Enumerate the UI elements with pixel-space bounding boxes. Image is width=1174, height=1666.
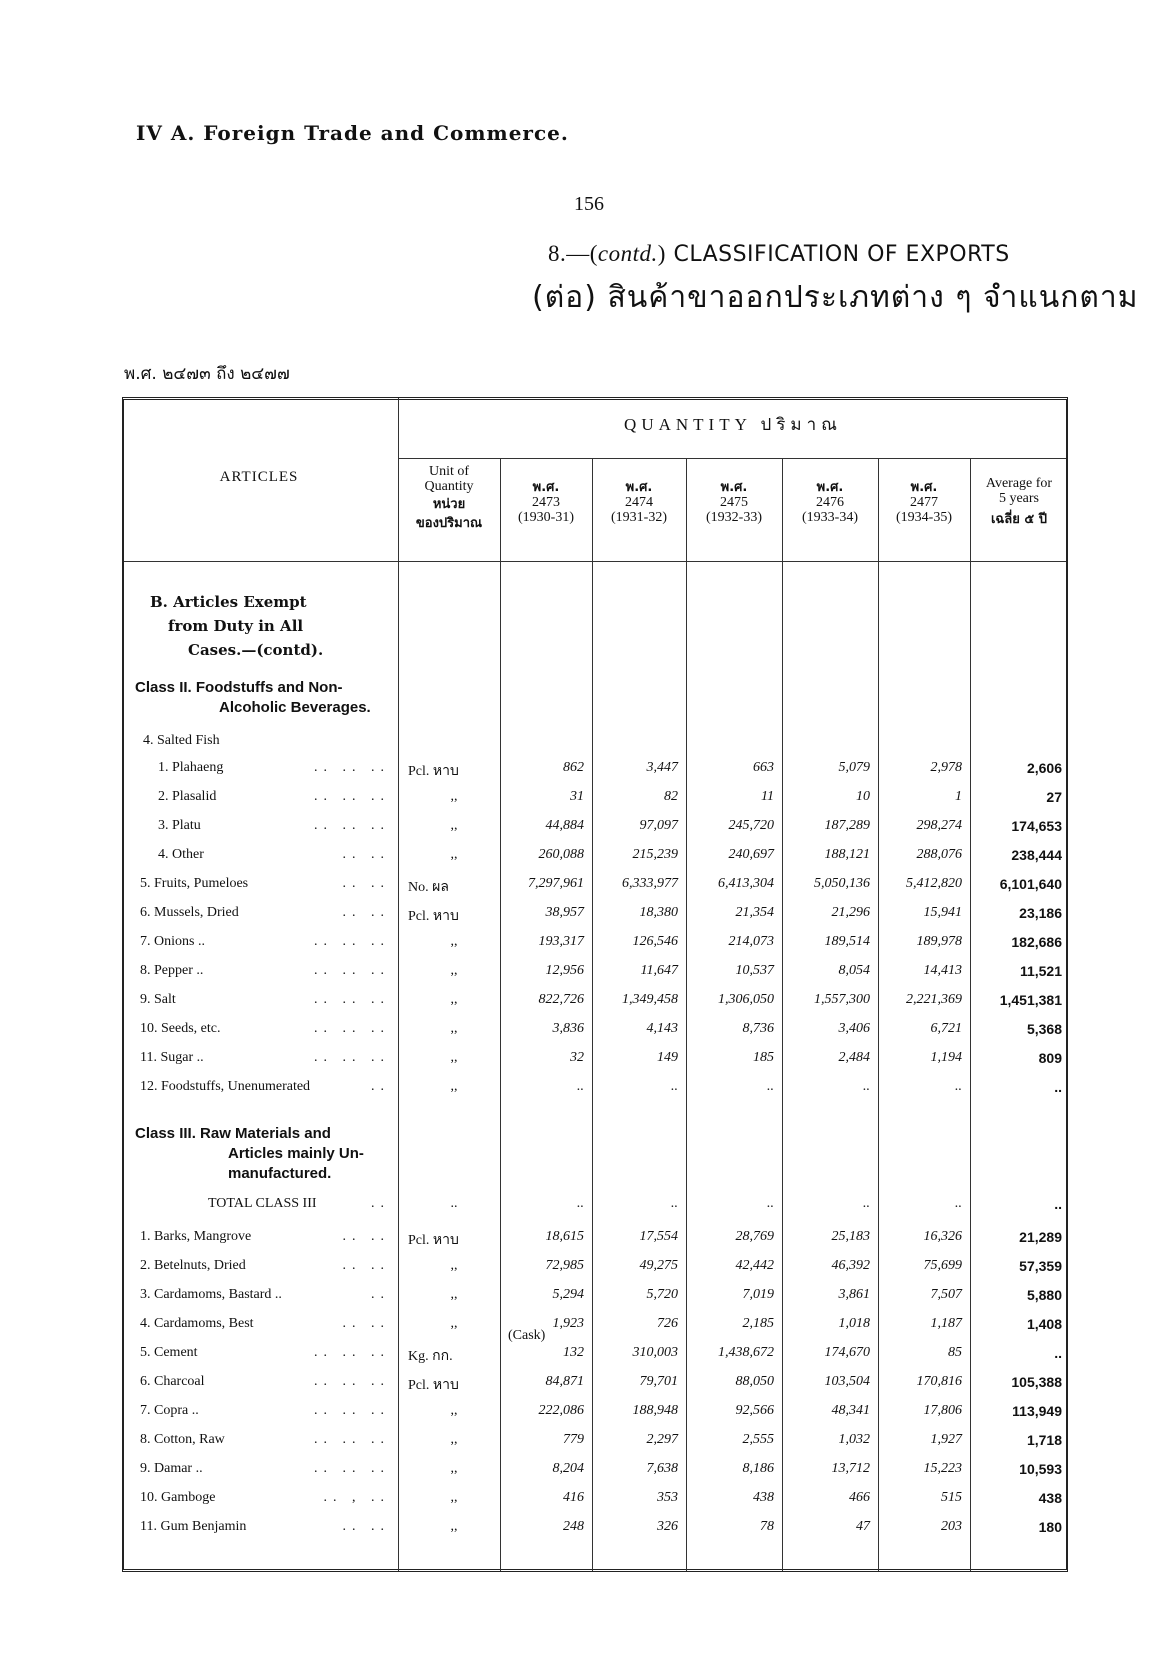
average-value: 5,368: [1026, 1021, 1062, 1037]
table-row: [0, 1519, 1174, 1546]
table-row: [0, 789, 1174, 816]
leader-dots: .. ..: [342, 1258, 390, 1273]
article-name: 1. Barks, Mangrove: [140, 1229, 252, 1244]
table-row: [0, 1461, 1174, 1488]
year-range-thai: พ.ศ. ๒๔๗๓ ถึง ๒๔๗๗: [124, 364, 290, 384]
year-value: 240,697: [728, 847, 774, 862]
year-value: 2,221,369: [906, 992, 962, 1007]
average-header: [972, 476, 1066, 527]
year-value: 260,088: [538, 847, 584, 862]
table-row: [0, 1287, 1174, 1314]
year-value: 822,726: [538, 992, 584, 1007]
year-value: 11: [761, 789, 774, 804]
leader-dots: .. .. ..: [314, 1374, 390, 1389]
article-name: 1. Plahaeng: [158, 760, 224, 775]
article-name: 7. Copra ..: [140, 1403, 199, 1418]
year-header-th: พ.ศ.: [816, 480, 844, 495]
year-value: 5,720: [646, 1287, 678, 1302]
articles-header: ARTICLES: [219, 469, 299, 485]
table-row: [0, 1079, 1174, 1106]
year-header-ce: (1934-35): [896, 510, 952, 525]
unit-of-quantity: ,,: [450, 1432, 458, 1447]
year-header-th: พ.ศ.: [910, 480, 938, 495]
year-value: 132: [563, 1345, 584, 1360]
leader-dots: .. .. ..: [314, 818, 390, 833]
unit-of-quantity: ,,: [450, 1079, 458, 1094]
year-header: [878, 480, 970, 525]
class-iii-line: Class III. Raw Materials and: [135, 1125, 331, 1142]
average-value: 27: [1046, 789, 1062, 805]
year-value: 187,289: [824, 818, 870, 833]
year-value: 8,054: [838, 963, 870, 978]
year-value: 103,504: [824, 1374, 870, 1389]
year-value: 13,712: [831, 1461, 870, 1476]
average-value: 10,593: [1019, 1461, 1062, 1477]
year-value: 6,333,977: [622, 876, 678, 891]
salted-fish-group: 4. Salted Fish: [143, 733, 220, 748]
table-row: [0, 1021, 1174, 1048]
unit-header: [400, 464, 498, 531]
average-value: 5,880: [1026, 1287, 1062, 1303]
year-value: 7,638: [646, 1461, 678, 1476]
unit-of-quantity: ..: [450, 1196, 458, 1211]
year-value: 15,941: [923, 905, 962, 920]
average-value: 1,408: [1026, 1316, 1062, 1332]
year-value: 44,884: [545, 818, 584, 833]
year-value: 1,194: [930, 1050, 962, 1065]
table-row: [0, 1258, 1174, 1285]
year-value: 42,442: [735, 1258, 774, 1273]
table-row: [0, 1196, 1174, 1223]
year-value: 2,185: [742, 1316, 774, 1331]
unit-header-thai: ของปริมาณ: [415, 516, 483, 531]
unit-of-quantity: ,,: [450, 1519, 458, 1534]
article-name: 5. Cement: [140, 1345, 198, 1360]
article-name: TOTAL CLASS III: [208, 1196, 317, 1211]
article-name: 9. Salt: [140, 992, 176, 1007]
leader-dots: .. ..: [342, 1229, 390, 1244]
title-english-text: CLASSIFICATION OF EXPORTS: [673, 242, 1010, 267]
year-value: 3,447: [646, 760, 678, 775]
section-b-line: Cases.—(contd).: [188, 641, 324, 659]
article-name: 6. Charcoal: [140, 1374, 205, 1389]
leader-dots: .. ..: [342, 905, 390, 920]
year-value: 3,406: [838, 1021, 870, 1036]
year-value: 49,275: [639, 1258, 678, 1273]
table-row: [0, 1490, 1174, 1517]
unit-of-quantity: Kg. กก.: [408, 1349, 453, 1364]
year-value: 31: [570, 789, 584, 804]
year-value: 85: [948, 1345, 962, 1360]
average-value: 11,521: [1019, 963, 1062, 979]
year-value: 15,223: [923, 1461, 962, 1476]
year-value: ..: [863, 1079, 870, 1094]
article-name: 5. Fruits, Pumeloes: [140, 876, 249, 891]
year-value: 18,615: [545, 1229, 584, 1244]
year-value: 1,018: [838, 1316, 870, 1331]
leader-dots: .. .. ..: [314, 1345, 390, 1360]
average-value: ..: [1054, 1196, 1062, 1212]
year-value: 11,647: [640, 963, 678, 978]
article-name: 6. Mussels, Dried: [140, 905, 239, 920]
article-name: 11. Sugar ..: [140, 1050, 204, 1065]
year-value: 21,296: [831, 905, 870, 920]
unit-of-quantity: ,,: [450, 789, 458, 804]
year-value: 438: [753, 1490, 774, 1505]
year-value: 75,699: [923, 1258, 962, 1273]
year-value: 170,816: [916, 1374, 962, 1389]
unit-of-quantity: Pcl. หาบ: [408, 1378, 459, 1393]
year-value: ..: [671, 1196, 678, 1211]
average-value: 182,686: [1011, 934, 1062, 950]
year-value: 298,274: [916, 818, 962, 833]
year-header: [782, 480, 878, 525]
year-value: 8,204: [552, 1461, 584, 1476]
year-header-ce: (1933-34): [802, 510, 858, 525]
average-value: ..: [1054, 1345, 1062, 1361]
leader-dots: .. .. ..: [314, 1021, 390, 1036]
year-value: 1,438,672: [718, 1345, 774, 1360]
year-header-ce: (1930-31): [518, 510, 574, 525]
year-header-year: 2473: [532, 495, 560, 510]
year-header-th: พ.ศ.: [720, 480, 748, 495]
year-value: 79,701: [639, 1374, 678, 1389]
leader-dots: ..: [371, 1079, 390, 1094]
year-value: 149: [657, 1050, 678, 1065]
year-header: [500, 480, 592, 525]
table-row: [0, 1050, 1174, 1077]
average-value: 1,718: [1026, 1432, 1062, 1448]
title-paren: ): [657, 241, 666, 266]
article-name: 10. Seeds, etc.: [140, 1021, 221, 1036]
year-value: ..: [767, 1196, 774, 1211]
section-b-line: from Duty in All: [168, 617, 304, 635]
year-value: 2,297: [646, 1432, 678, 1447]
table-row: [0, 1403, 1174, 1430]
year-header-year: 2477: [910, 495, 938, 510]
article-name: 8. Pepper ..: [140, 963, 204, 978]
year-value: 5,294: [552, 1287, 584, 1302]
table-row: [0, 963, 1174, 990]
leader-dots: .. ..: [342, 1316, 390, 1331]
table-row: [0, 847, 1174, 874]
unit-of-quantity: ,,: [450, 992, 458, 1007]
unit-of-quantity: No. ผล: [408, 880, 449, 895]
year-value: 8,736: [742, 1021, 774, 1036]
year-value: ..: [577, 1196, 584, 1211]
year-value: ..: [577, 1079, 584, 1094]
unit-of-quantity: ,,: [450, 1461, 458, 1476]
year-value: 726: [657, 1316, 678, 1331]
year-value: 188,121: [824, 847, 870, 862]
year-header: [592, 480, 686, 525]
year-value: 326: [657, 1519, 678, 1534]
year-value: 126,546: [632, 934, 678, 949]
section-b-line: B. Articles Exempt: [150, 593, 307, 611]
year-value: 193,317: [538, 934, 584, 949]
year-value: 6,413,304: [718, 876, 774, 891]
unit-header-thai: หน่วย: [432, 497, 466, 512]
year-value: 203: [941, 1519, 962, 1534]
year-value: 185: [753, 1050, 774, 1065]
unit-header-line: Quantity: [424, 479, 474, 494]
unit-of-quantity: ,,: [450, 1050, 458, 1065]
year-header-year: 2476: [816, 495, 844, 510]
year-header-year: 2475: [720, 495, 748, 510]
year-value: 82: [664, 789, 678, 804]
year-value: 1,187: [930, 1316, 962, 1331]
year-value: 47: [856, 1519, 870, 1534]
average-value: 6,101,640: [999, 876, 1062, 892]
year-value: 7,019: [742, 1287, 774, 1302]
page-number: 156: [574, 193, 604, 215]
year-value: 92,566: [735, 1403, 774, 1418]
year-value: 288,076: [916, 847, 962, 862]
year-value: ..: [955, 1196, 962, 1211]
unit-note: (Cask): [508, 1328, 546, 1343]
year-value: 48,341: [831, 1403, 870, 1418]
article-name: 2. Betelnuts, Dried: [140, 1258, 246, 1273]
table-row: [0, 1374, 1174, 1401]
unit-of-quantity: ,,: [450, 1021, 458, 1036]
class-ii-line: Alcoholic Beverages.: [219, 699, 371, 716]
leader-dots: .. .. ..: [314, 1403, 390, 1418]
year-value: ..: [767, 1079, 774, 1094]
unit-header-line: Unit of: [428, 464, 470, 479]
year-value: 174,670: [824, 1345, 870, 1360]
year-value: 38,957: [545, 905, 584, 920]
average-value: 23,186: [1019, 905, 1062, 921]
average-header-thai: เฉลี่ย ๕ ปี: [990, 512, 1048, 527]
year-value: 14,413: [923, 963, 962, 978]
leader-dots: .. .. ..: [314, 934, 390, 949]
table-row: [0, 992, 1174, 1019]
article-name: 8. Cotton, Raw: [140, 1432, 225, 1447]
year-value: 1,557,300: [814, 992, 870, 1007]
section-heading: IV A. Foreign Trade and Commerce.: [136, 121, 569, 145]
year-value: 663: [753, 760, 774, 775]
table-row: [0, 1432, 1174, 1459]
year-value: 188,948: [632, 1403, 678, 1418]
section-b-heading: [150, 590, 390, 662]
leader-dots: .. .. ..: [314, 1050, 390, 1065]
year-value: 1,349,458: [622, 992, 678, 1007]
year-value: 8,186: [742, 1461, 774, 1476]
year-value: 18,380: [639, 905, 678, 920]
year-header-th: พ.ศ.: [625, 480, 653, 495]
year-value: 5,079: [838, 760, 870, 775]
year-value: 416: [563, 1490, 584, 1505]
average-value: 180: [1038, 1519, 1062, 1535]
table-row: [0, 934, 1174, 961]
leader-dots: .. .. ..: [314, 1432, 390, 1447]
leader-dots: .. .. ..: [314, 963, 390, 978]
leader-dots: .. .. ..: [314, 992, 390, 1007]
average-value: 105,388: [1011, 1374, 1062, 1390]
class-iii-line: Articles mainly Un-: [228, 1145, 364, 1162]
unit-of-quantity: ,,: [450, 818, 458, 833]
average-value: ..: [1054, 1079, 1062, 1095]
year-value: 88,050: [735, 1374, 774, 1389]
class-iii-heading: [135, 1124, 364, 1184]
year-value: 12,956: [545, 963, 584, 978]
year-value: 1,032: [838, 1432, 870, 1447]
year-value: 862: [563, 760, 584, 775]
year-value: 16,326: [923, 1229, 962, 1244]
title-contd: contd.: [597, 241, 658, 266]
year-value: 1,923: [552, 1316, 584, 1331]
year-value: 17,806: [923, 1403, 962, 1418]
article-name: 3. Cardamoms, Bastard ..: [140, 1287, 282, 1302]
article-name: 2. Plasalid: [158, 789, 217, 804]
title-number: 8.—(: [548, 241, 598, 266]
article-name: 11. Gum Benjamin: [140, 1519, 247, 1534]
leader-dots: .. .. ..: [314, 760, 390, 775]
year-value: 353: [657, 1490, 678, 1505]
year-value: 248: [563, 1519, 584, 1534]
unit-of-quantity: ,,: [450, 1403, 458, 1418]
year-value: 7,507: [930, 1287, 962, 1302]
year-value: 32: [570, 1050, 584, 1065]
year-value: 17,554: [639, 1229, 678, 1244]
article-name: 3. Platu: [158, 818, 201, 833]
average-value: 113,949: [1012, 1403, 1062, 1419]
average-value: 438: [1038, 1490, 1062, 1506]
year-value: 3,861: [838, 1287, 870, 1302]
article-name: 12. Foodstuffs, Unenumerated: [140, 1079, 311, 1094]
table-title-thai: (ต่อ) สินค้าขาออกประเภทต่าง ๆ จำแนกตาม: [532, 280, 1139, 315]
year-header-ce: (1931-32): [611, 510, 667, 525]
year-value: ..: [863, 1196, 870, 1211]
article-name: 4. Other: [158, 847, 204, 862]
year-value: 189,978: [916, 934, 962, 949]
title-prefix: [548, 241, 666, 266]
year-value: 78: [760, 1519, 774, 1534]
year-value: 466: [849, 1490, 870, 1505]
year-value: 5,412,820: [906, 876, 962, 891]
year-value: 310,003: [632, 1345, 678, 1360]
unit-of-quantity: ,,: [450, 847, 458, 862]
header-rule: [124, 561, 1066, 562]
year-value: 1,306,050: [718, 992, 774, 1007]
year-value: 6,721: [930, 1021, 962, 1036]
leader-dots: .. .. ..: [314, 1461, 390, 1476]
unit-of-quantity: ,,: [450, 1258, 458, 1273]
leader-dots: .. ..: [342, 847, 390, 862]
unit-of-quantity: Pcl. หาบ: [408, 1233, 459, 1248]
year-value: 189,514: [824, 934, 870, 949]
table-row: [0, 1316, 1174, 1343]
year-value: ..: [671, 1079, 678, 1094]
leader-dots: ..: [371, 1287, 390, 1302]
year-value: 21,354: [735, 905, 774, 920]
year-value: 10,537: [735, 963, 774, 978]
year-value: 222,086: [538, 1403, 584, 1418]
unit-of-quantity: Pcl. หาบ: [408, 909, 459, 924]
year-value: 3,836: [552, 1021, 584, 1036]
year-value: 779: [563, 1432, 584, 1447]
unit-of-quantity: Pcl. หาบ: [408, 764, 459, 779]
year-value: 5,050,136: [814, 876, 870, 891]
year-value: 97,097: [639, 818, 678, 833]
year-value: 1: [955, 789, 962, 804]
year-value: 2,484: [838, 1050, 870, 1065]
table-row: [0, 760, 1174, 787]
average-value: 174,653: [1011, 818, 1062, 834]
year-value: 10: [856, 789, 870, 804]
year-header-ce: (1932-33): [706, 510, 762, 525]
average-header-line: Average for: [985, 476, 1053, 491]
year-value: 46,392: [831, 1258, 870, 1273]
table-row: [0, 818, 1174, 845]
quantity-header: QUANTITY ปริมาณ: [624, 415, 842, 434]
year-value: 84,871: [545, 1374, 584, 1389]
leader-dots: ..: [371, 1196, 390, 1211]
average-value: 238,444: [1011, 847, 1062, 863]
leader-dots: .. ..: [342, 876, 390, 891]
year-value: 28,769: [735, 1229, 774, 1244]
leader-dots: .. .. ..: [314, 789, 390, 804]
year-value: 515: [941, 1490, 962, 1505]
average-value: 21,289: [1019, 1229, 1062, 1245]
year-value: 4,143: [646, 1021, 678, 1036]
unit-of-quantity: ,,: [450, 963, 458, 978]
leader-dots: .. ..: [342, 1519, 390, 1534]
table-title-english: [548, 241, 1010, 267]
year-value: 1,927: [930, 1432, 962, 1447]
year-header: [686, 480, 782, 525]
average-value: 1,451,381: [999, 992, 1062, 1008]
year-value: 2,978: [930, 760, 962, 775]
average-value: 809: [1038, 1050, 1062, 1066]
article-name: 4. Cardamoms, Best: [140, 1316, 254, 1331]
table-row: [0, 1328, 1174, 1372]
unit-of-quantity: ,,: [450, 1287, 458, 1302]
average-header-line: 5 years: [998, 491, 1040, 506]
average-value: 2,606: [1026, 760, 1062, 776]
unit-of-quantity: ,,: [450, 1490, 458, 1505]
average-value: 57,359: [1019, 1258, 1062, 1274]
year-value: ..: [955, 1079, 962, 1094]
article-name: 7. Onions ..: [140, 934, 205, 949]
table-row: [0, 905, 1174, 932]
article-name: 9. Damar ..: [140, 1461, 203, 1476]
article-name: 10. Gamboge: [140, 1490, 216, 1505]
year-value: 72,985: [545, 1258, 584, 1273]
leader-dots: .. , ..: [323, 1490, 390, 1505]
year-value: 214,073: [728, 934, 774, 949]
class-iii-line: manufactured.: [228, 1165, 332, 1182]
class-ii-line: Class II. Foodstuffs and Non-: [135, 679, 343, 696]
year-value: 245,720: [728, 818, 774, 833]
table-row: [0, 1229, 1174, 1256]
unit-of-quantity: ,,: [450, 934, 458, 949]
year-value: 215,239: [632, 847, 678, 862]
year-header-th: พ.ศ.: [532, 480, 560, 495]
table-row: [0, 876, 1174, 903]
year-value: 7,297,961: [528, 876, 584, 891]
year-value: 25,183: [831, 1229, 870, 1244]
year-value: 2,555: [742, 1432, 774, 1447]
header-rule: [398, 458, 1066, 459]
class-ii-heading: [135, 678, 371, 718]
unit-of-quantity: ,,: [450, 1316, 458, 1331]
year-header-year: 2474: [625, 495, 653, 510]
